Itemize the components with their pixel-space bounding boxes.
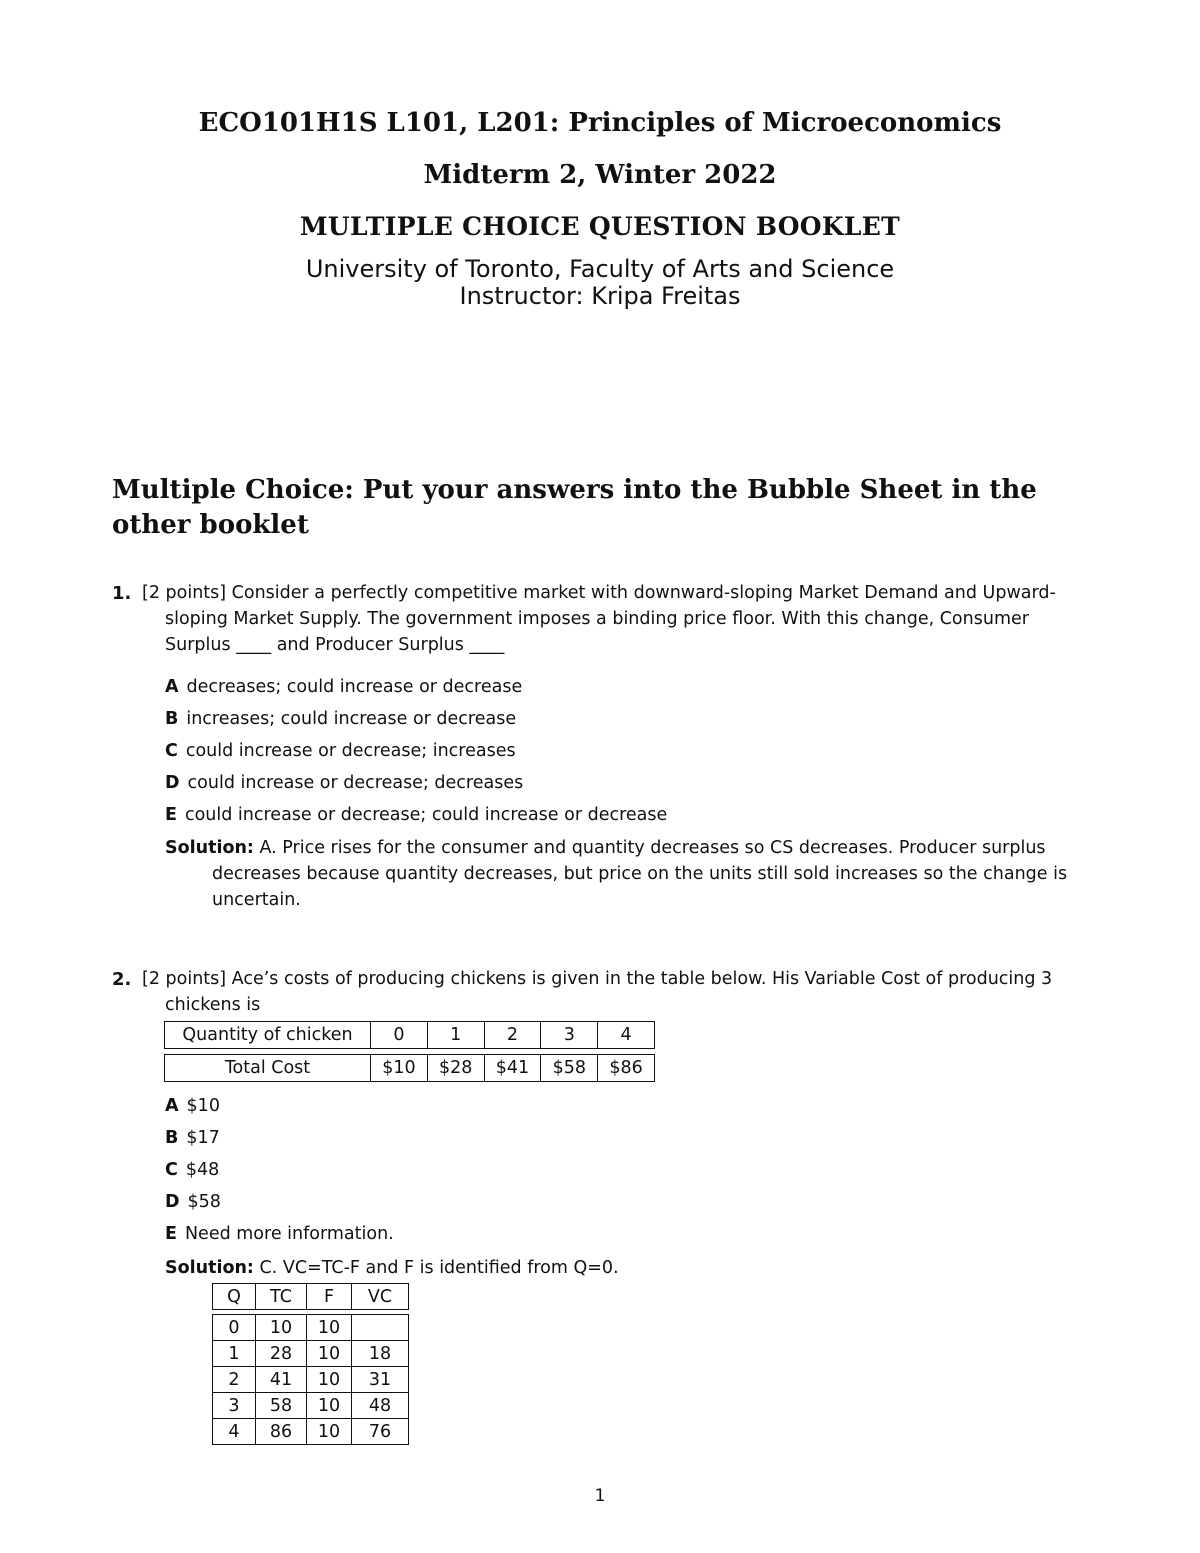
table-row <box>213 1367 409 1393</box>
q1-option-e: E could increase or decrease; could increase or decrease <box>165 805 668 825</box>
solution-table-header-cell: VC <box>352 1284 409 1310</box>
table-row <box>213 1315 409 1341</box>
institution: University of Toronto, Faculty of Arts and Science <box>305 255 895 283</box>
q1-solution: Solution: A. Price rises for the consumer and quantity decreases so CS decreases. Producer surplus decreases because quantity decreases, but price on the units still sold increases so the change is uncertain. <box>165 838 1068 910</box>
table-cell: 10 <box>256 1315 307 1341</box>
table-cell: 48 <box>352 1393 409 1419</box>
q1-option-b: B increases; could increase or decrease <box>165 709 517 729</box>
question-1-body: [2 points] Consider a perfectly competitive market with downward-sloping Market Demand and Upward-sloping Market Supply. The government imposes a binding price floor. With this change, Consumer Surplus ____ and Producer Surplus ____ <box>142 583 1056 655</box>
instructor: Instructor: Kripa Freitas <box>459 282 741 310</box>
question-2-text <box>142 966 1092 1018</box>
table-cell: 76 <box>352 1419 409 1445</box>
q2-solution: Solution: C. VC=TC-F and F is identified from Q=0. <box>165 1258 619 1278</box>
page-number: 1 <box>594 1486 606 1506</box>
question-1-number: 1. <box>112 583 132 604</box>
q1-option-d: D could increase or decrease; decreases <box>165 773 524 793</box>
table-cell: 10 <box>307 1315 352 1341</box>
table-cell: 2 <box>213 1367 256 1393</box>
table-cell: 31 <box>352 1367 409 1393</box>
cost-table-cell: $28 <box>427 1055 484 1082</box>
solution-table-header <box>213 1284 409 1310</box>
cost-table-row-label: Total Cost <box>165 1055 371 1082</box>
table-cell: 86 <box>256 1419 307 1445</box>
cost-table-cell: 2 <box>484 1022 541 1049</box>
table-cell: 41 <box>256 1367 307 1393</box>
table-cell <box>352 1315 409 1341</box>
cost-table-cell: $10 <box>371 1055 428 1082</box>
solution-table <box>212 1283 409 1445</box>
cost-table-cell: 1 <box>427 1022 484 1049</box>
q2-option-d: D $58 <box>165 1192 221 1212</box>
table-cell: 1 <box>213 1341 256 1367</box>
cost-table-cell: $86 <box>598 1055 655 1082</box>
cost-table-row-label: Quantity of chicken <box>165 1022 371 1049</box>
table-cell: 10 <box>307 1419 352 1445</box>
q2-option-b: B $17 <box>165 1128 220 1148</box>
q2-option-c: C $48 <box>165 1160 220 1180</box>
table-row <box>213 1393 409 1419</box>
table-cell: 4 <box>213 1419 256 1445</box>
q1-option-c: C could increase or decrease; increases <box>165 741 516 761</box>
cost-table-cell: $41 <box>484 1055 541 1082</box>
cost-table-cell: $58 <box>541 1055 598 1082</box>
table-cell: 10 <box>307 1393 352 1419</box>
table-row <box>213 1341 409 1367</box>
table-cell: 0 <box>213 1315 256 1341</box>
solution-table-header-cell: F <box>307 1284 352 1310</box>
cost-table-cell: 0 <box>371 1022 428 1049</box>
cost-table-total-row <box>165 1055 655 1082</box>
q1-option-a: A decreases; could increase or decrease <box>165 677 523 697</box>
table-cell: 3 <box>213 1393 256 1419</box>
table-cell: 10 <box>307 1341 352 1367</box>
table-cell: 28 <box>256 1341 307 1367</box>
question-1-text <box>142 580 1092 658</box>
q2-option-a: A $10 <box>165 1096 220 1116</box>
cost-table-quantity-row <box>165 1022 655 1049</box>
question-2-body: [2 points] Ace’s costs of producing chickens is given in the table below. His Variable Cost of producing 3 chickens is <box>142 969 1053 1015</box>
table-cell: 10 <box>307 1367 352 1393</box>
table-cell: 58 <box>256 1393 307 1419</box>
course-title: ECO101H1S L101, L201: Principles of Microeconomics <box>198 108 1002 138</box>
section-heading: Multiple Choice: Put your answers into the Bubble Sheet in the other booklet <box>112 475 1037 540</box>
solution-table-header-cell: Q <box>213 1284 256 1310</box>
table-cell: 18 <box>352 1341 409 1367</box>
cost-table-cell: 3 <box>541 1022 598 1049</box>
table-row <box>213 1419 409 1445</box>
booklet-title: MULTIPLE CHOICE QUESTION BOOKLET <box>299 212 901 241</box>
cost-table <box>164 1021 655 1082</box>
question-2-number: 2. <box>112 969 132 990</box>
solution-table-header-cell: TC <box>256 1284 307 1310</box>
exam-name: Midterm 2, Winter 2022 <box>423 160 777 190</box>
q2-option-e: E Need more information. <box>165 1224 394 1244</box>
cost-table-cell: 4 <box>598 1022 655 1049</box>
